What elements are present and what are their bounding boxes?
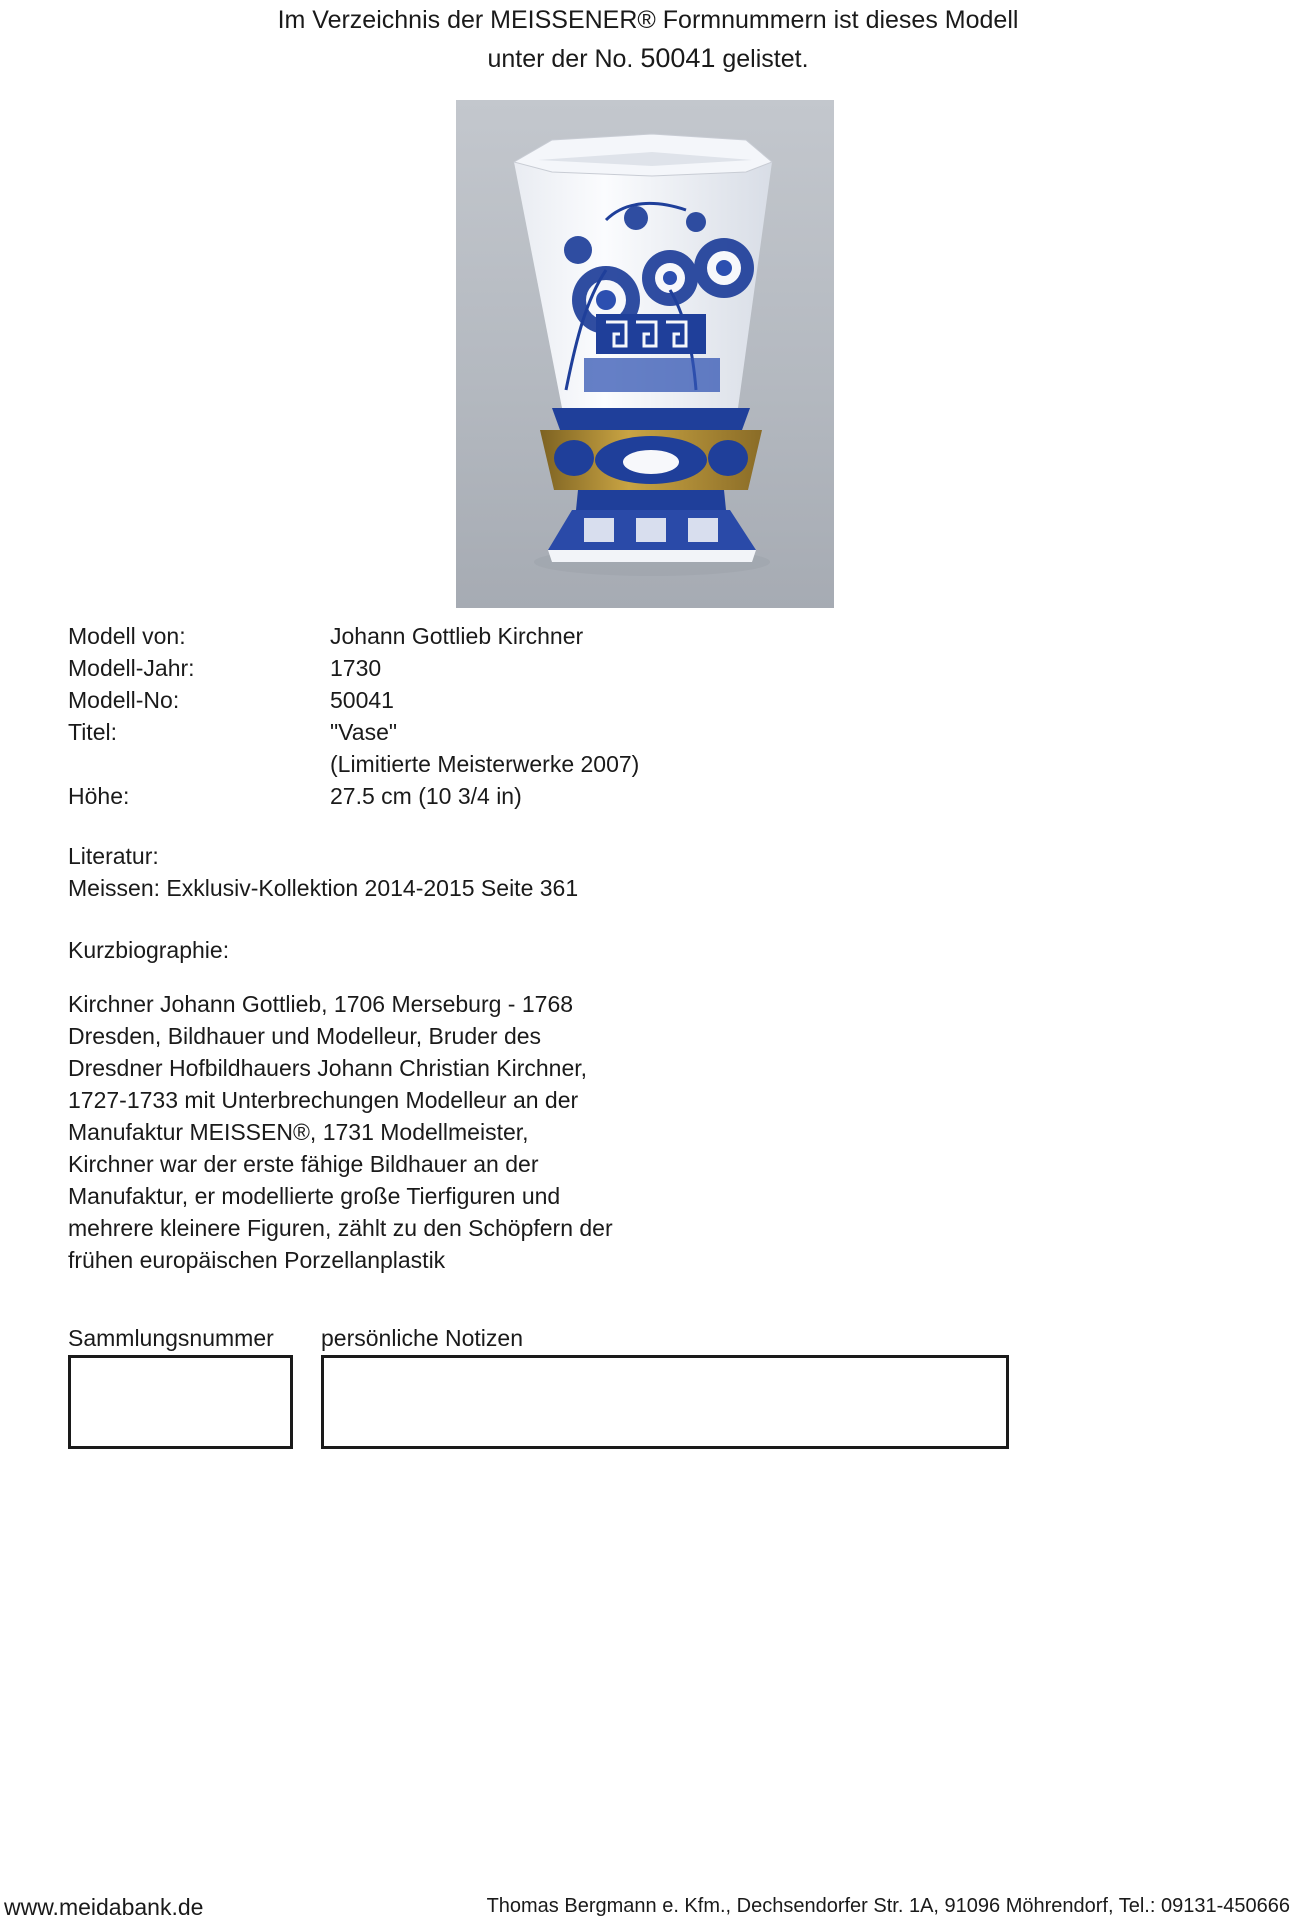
biography-line: 1727-1733 mit Unterbrechungen Modelleur an der — [68, 1087, 579, 1113]
model-details — [68, 620, 639, 812]
detail-value: 50041 — [330, 687, 394, 713]
biography-line: Kirchner Johann Gottlieb, 1706 Merseburg - 1768 — [68, 991, 574, 1017]
header-line-2-suffix: gelistet. — [722, 45, 809, 73]
biography-heading: Kurzbiographie: — [68, 937, 230, 963]
detail-row-titel — [68, 716, 639, 748]
header-line-2 — [0, 39, 1296, 78]
detail-row-titel-subtitle — [68, 748, 639, 780]
biography-line: Manufaktur MEISSEN®, 1731 Modellmeister, — [68, 1119, 529, 1145]
detail-value: 27.5 cm (10 3/4 in) — [330, 783, 522, 809]
detail-value: "Vase" — [330, 719, 398, 745]
biography-line: Manufaktur, er modellierte große Tierfiguren und — [68, 1183, 561, 1209]
detail-value: (Limitierte Meisterwerke 2007) — [330, 751, 640, 777]
biography-line: mehrere kleinere Figuren, zählt zu den Schöpfern der — [68, 1215, 613, 1241]
detail-value: Johann Gottlieb Kirchner — [330, 623, 584, 649]
collection-number-field[interactable] — [68, 1355, 293, 1449]
footer-website: www.meidabank.de — [4, 1894, 204, 1920]
detail-label — [68, 748, 330, 780]
literature-text: Meissen: Exklusiv-Kollektion 2014-2015 Seite 361 — [68, 875, 579, 901]
header-line-2-prefix: unter der No. — [487, 45, 634, 73]
biography-line: Dresden, Bildhauer und Modelleur, Bruder des — [68, 1023, 542, 1049]
biography-line: frühen europäischen Porzellanplastik — [68, 1247, 446, 1273]
detail-row-hoehe — [68, 780, 639, 812]
biography-line: Kirchner war der erste fähige Bildhauer an der — [68, 1151, 539, 1177]
header-line-1: Im Verzeichnis der MEISSENER® Formnummern ist dieses Modell — [277, 6, 1019, 34]
detail-label: Höhe: — [68, 783, 130, 809]
biography-line: Dresdner Hofbildhauers Johann Christian Kirchner, — [68, 1055, 588, 1081]
detail-label: Modell-Jahr: — [68, 655, 195, 681]
biography-text — [68, 988, 708, 1276]
detail-row-modell-no — [68, 684, 639, 716]
model-number-highlight: 50041 — [640, 43, 716, 73]
footer-imprint: Thomas Bergmann e. Kfm., Dechsendorfer Str. 1A, 91096 Möhrendorf, Tel.: 09131-450666 — [486, 1895, 1290, 1917]
detail-value: 1730 — [330, 655, 382, 681]
personal-notes-field[interactable] — [321, 1355, 1009, 1449]
porcelain-vase-photo — [456, 100, 834, 608]
page-header — [0, 0, 1296, 78]
detail-label: Titel: — [68, 719, 117, 745]
collection-number-label: Sammlungsnummer — [68, 1325, 274, 1351]
detail-row-modell-von — [68, 620, 639, 652]
personal-notes-label: persönliche Notizen — [321, 1325, 524, 1351]
detail-label: Modell von: — [68, 623, 186, 649]
detail-row-modell-jahr — [68, 652, 639, 684]
detail-label: Modell-No: — [68, 687, 180, 713]
literature-heading: Literatur: — [68, 843, 159, 869]
